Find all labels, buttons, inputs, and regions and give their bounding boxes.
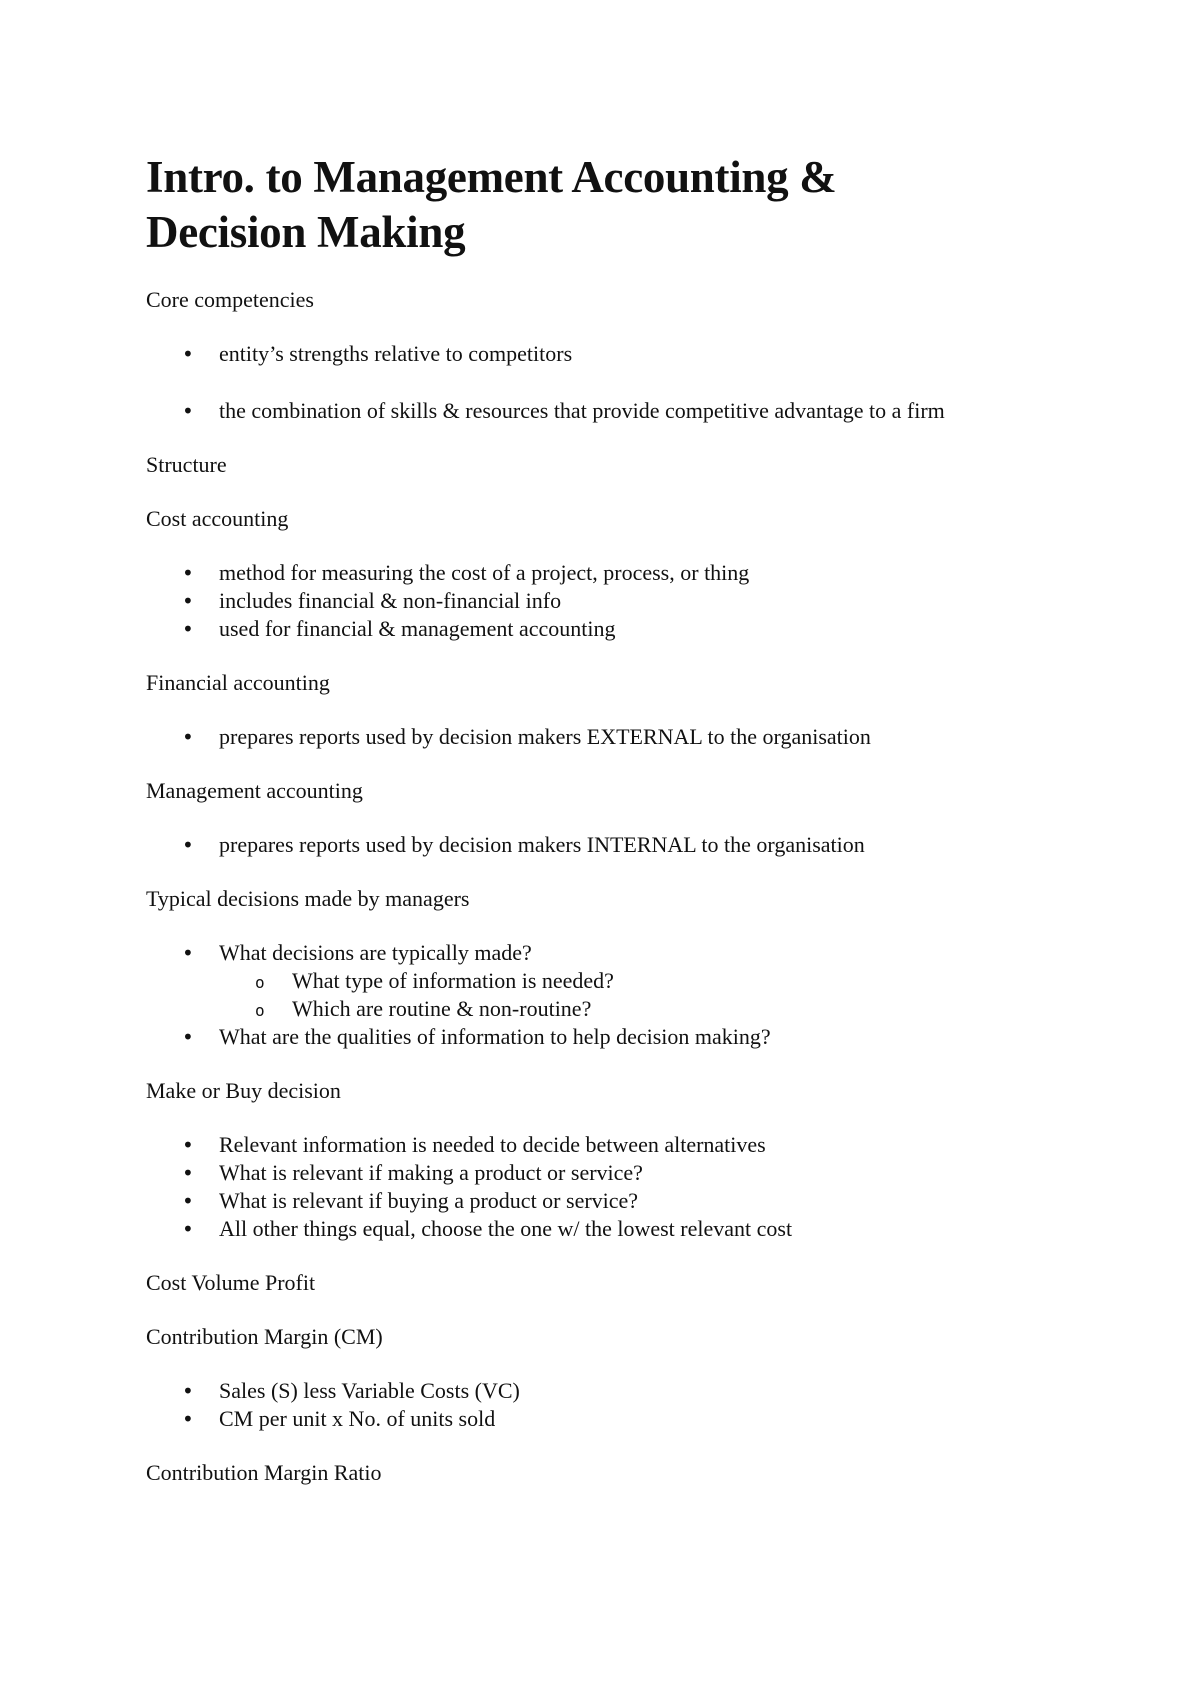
section-heading-contribution-margin-ratio: Contribution Margin Ratio [146,1460,382,1485]
list-item: • All other things equal, choose the one w/ the lowest relevant cost [146,1215,1086,1243]
list-item: • the combination of skills & resources that provide competitive advantage to a firm [146,397,1086,425]
cost-accounting-list [146,559,1086,643]
section-heading-cost-accounting: Cost accounting [146,506,289,531]
sub-list-item: o Which are routine & non-routine? [219,995,1086,1023]
financial-accounting-list [146,723,1086,751]
section-heading-management-accounting: Management accounting [146,778,363,803]
section-heading-structure: Structure [146,452,227,477]
contribution-margin-list [146,1377,1086,1433]
section-heading-cost-volume-profit: Cost Volume Profit [146,1270,316,1295]
list-item: • Relevant information is needed to decide between alternatives [146,1131,1086,1159]
document-body [146,150,1086,1513]
list-item-text: What decisions are typically made? [219,940,532,965]
section-heading-typical-decisions: Typical decisions made by managers [146,886,470,911]
sub-list [219,967,1086,1023]
section-heading-contribution-margin: Contribution Margin (CM) [146,1324,383,1349]
list-item: • used for financial & management accounting [146,615,1086,643]
list-item: • Sales (S) less Variable Costs (VC) [146,1377,1086,1405]
section-heading-financial-accounting: Financial accounting [146,670,330,695]
management-accounting-list [146,831,1086,859]
list-item: • entity’s strengths relative to competitors [146,340,1086,368]
page-title [146,150,1086,260]
list-item: • What are the qualities of information to help decision making? [146,1023,1086,1051]
list-item: • prepares reports used by decision makers EXTERNAL to the organisation [146,723,1086,751]
title-line-1: Intro. to Management Accounting & [146,152,837,202]
make-or-buy-list [146,1131,1086,1243]
section-heading-core-competencies: Core competencies [146,287,314,312]
list-item: • method for measuring the cost of a project, process, or thing [146,559,1086,587]
sub-list-item: o What type of information is needed? [219,967,1086,995]
title-line-2: Decision Making [146,207,466,257]
list-item: • What is relevant if making a product or service? [146,1159,1086,1187]
section-heading-make-or-buy: Make or Buy decision [146,1078,341,1103]
list-item [146,939,1086,1023]
list-item: • includes financial & non-financial info [146,587,1086,615]
typical-decisions-list [146,939,1086,1051]
list-item: • prepares reports used by decision makers INTERNAL to the organisation [146,831,1086,859]
list-item: • What is relevant if buying a product or service? [146,1187,1086,1215]
core-competencies-list [146,340,1086,425]
list-item: • CM per unit x No. of units sold [146,1405,1086,1433]
